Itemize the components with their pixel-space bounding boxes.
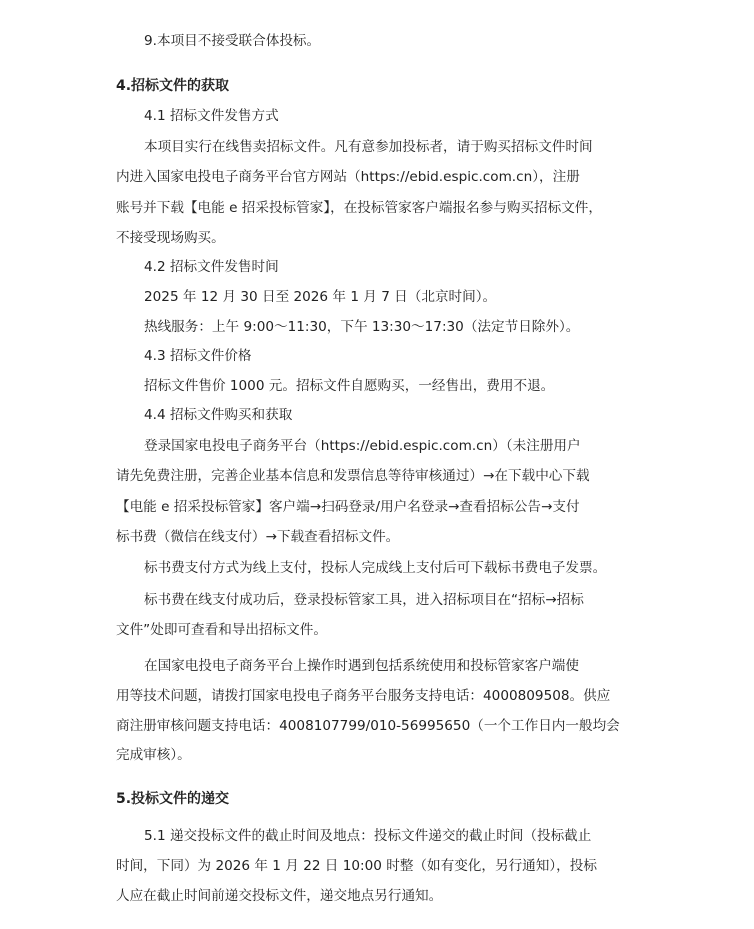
paragraph-line: 文件”处即可查看和导出招标文件。 <box>116 622 327 638</box>
section-5-heading: 5.投标文件的递交 <box>116 791 230 807</box>
paragraph-line: 内进入国家电投电子商务平台官方网站（https://ebid.espic.com.cn），注册 <box>116 169 580 185</box>
section-4-3-heading: 4.3 招标文件价格 <box>144 348 252 364</box>
paragraph-line: 标书费在线支付成功后，登录投标管家工具，进入招标项目在“招标→招标 <box>144 592 584 608</box>
item-9-text: 9.本项目不接受联合体投标。 <box>144 33 321 49</box>
section-4-4-heading: 4.4 招标文件购买和获取 <box>144 407 293 423</box>
paragraph-line: 在国家电投电子商务平台上操作时遇到包括系统使用和投标管家客户端使 <box>144 658 579 674</box>
hotline-text: 热线服务：上午 9:00～11:30，下午 13:30～17:30（法定节日除外）。 <box>144 319 580 335</box>
paragraph-line: 账号并下载【电能 e 招采投标管家】，在投标管家客户端报名参与购买招标文件， <box>116 200 602 216</box>
paragraph-line: 用等技术问题，请拨打国家电投电子商务平台服务支持电话：4000809508。供应 <box>116 688 611 704</box>
paragraph-line: 标书费（微信在线支付）→下载查看招标文件。 <box>116 529 400 545</box>
paragraph-line: 时间，下同）为 2026 年 1 月 22 日 10:00 时整（如有变化，另行通知），投标 <box>116 858 597 874</box>
section-4-1-heading: 4.1 招标文件发售方式 <box>144 108 279 124</box>
payment-method-text: 标书费支付方式为线上支付，投标人完成线上支付后可下载标书费电子发票。 <box>144 560 607 576</box>
paragraph-line: 5.1 递交投标文件的截止时间及地点：投标文件递交的截止时间（投标截止 <box>144 828 592 844</box>
section-4-heading: 4.招标文件的获取 <box>116 78 230 94</box>
paragraph-line: 人应在截止时间前递交投标文件，递交地点另行通知。 <box>116 888 443 904</box>
paragraph-line: 登录国家电投电子商务平台（https://ebid.espic.com.cn）（未注册用户 <box>144 438 581 454</box>
paragraph-line: 请先免费注册，完善企业基本信息和发票信息等待审核通过）→在下载中心下载 <box>116 468 590 484</box>
paragraph-line: 不接受现场购买。 <box>116 230 225 246</box>
price-text: 招标文件售价 1000 元。招标文件自愿购买，一经售出，费用不退。 <box>144 378 555 394</box>
paragraph-line: 完成审核）。 <box>116 747 191 763</box>
section-4-2-heading: 4.2 招标文件发售时间 <box>144 259 279 275</box>
paragraph-line: 本项目实行在线售卖招标文件。凡有意参加投标者，请于购买招标文件时间 <box>144 139 593 155</box>
paragraph-line: 商注册审核问题支持电话：4008107799/010-56995650（一个工作日内一般均会 <box>116 718 620 734</box>
sale-dates-text: 2025 年 12 月 30 日至 2026 年 1 月 7 日（北京时间）。 <box>144 289 497 305</box>
paragraph-line: 【电能 e 招采投标管家】客户端→扫码登录/用户名登录→查看招标公告→支付 <box>116 499 580 515</box>
